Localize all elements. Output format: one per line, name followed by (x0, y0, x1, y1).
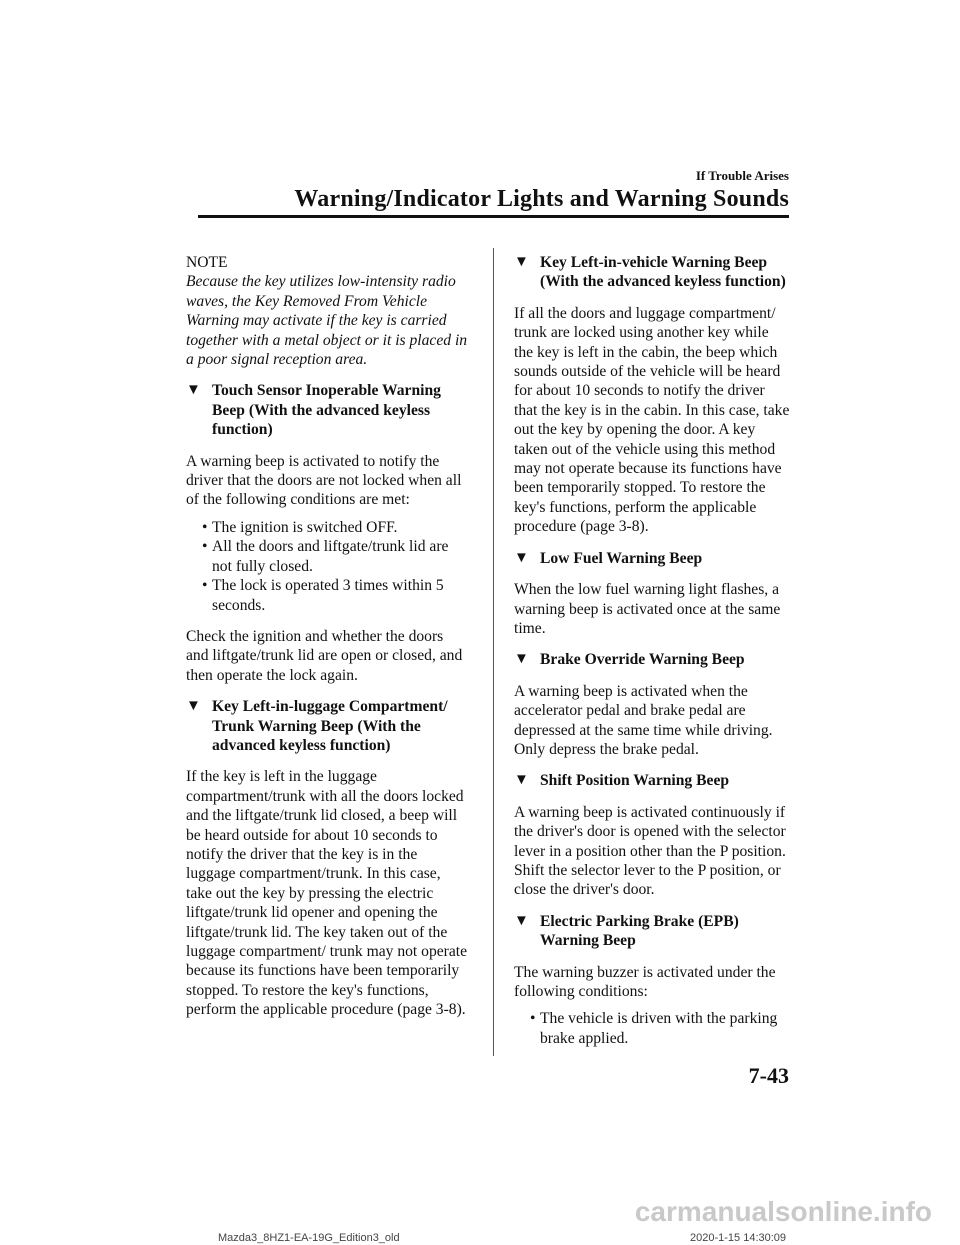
triangle-down-icon: ▼ (186, 698, 201, 715)
watermark: carmanualsonline.info (634, 1196, 932, 1227)
epb-conditions (514, 1009, 790, 1048)
section-label: If Trouble Arises (695, 168, 789, 183)
touch-sensor-heading: ▼ Touch Sensor Inoperable Warning Beep (With the advanced keyless function) (186, 382, 441, 439)
triangle-down-icon: ▼ (514, 772, 529, 789)
page-number: 7-43 (748, 1063, 789, 1088)
vehicle-text: If all the doors and luggage compartment/ trunk are locked using another key while the key is left in the cabin, the beep which sounds outside of the vehicle will be heard for about 10 seconds to notify the driver that the key is in the cabin. In this case, take out the key by opening the door. A key taken out of the vehicle using this method may not operate because its functions have been temporarily stopped. To restore the key's functions, perform the applicable procedure (page 3-8). (514, 304, 790, 536)
footer-timestamp: 2020-1-15 14:30:09 (690, 1232, 787, 1244)
triangle-down-icon: ▼ (514, 254, 529, 270)
bullet-icon: • (530, 1010, 536, 1028)
triangle-down-icon: ▼ (514, 651, 529, 668)
fuel-heading: ▼ Low Fuel Warning Beep (514, 549, 703, 567)
bullet-icon: • (202, 518, 208, 536)
bullet-icon: • (202, 538, 208, 556)
vehicle-heading: ▼ Key Left-in-vehicle Warning Beep (With the advanced keyless function) (514, 254, 786, 291)
note-text: Because the key utilizes low-intensity radio waves, the Key Removed From Vehicle Warning may activate if the key is carried together with a metal object or it is placed in a poor signal reception area. (186, 273, 468, 369)
shift-text: A warning beep is activated continuously if the driver's door is opened with the selector lever in a position other than the P position. Shift the selector lever to the P position, or close the driver's door. (514, 803, 786, 899)
luggage-heading: ▼ Key Left-in-luggage Compartment/ Trunk Warning Beep (With the advanced keyless function) (186, 698, 448, 754)
brake-text: A warning beep is activated when the accelerator pedal and brake pedal are depressed at the same time while driving. Only depress the brake pedal. (514, 682, 773, 758)
list-item: • The vehicle is driven with the parking brake applied. (530, 1010, 778, 1047)
bullet-icon: • (202, 577, 208, 595)
triangle-down-icon: ▼ (186, 382, 201, 399)
brake-heading: ▼ Brake Override Warning Beep (514, 651, 745, 669)
touch-sensor-conditions (186, 518, 468, 615)
note-label: NOTE (186, 254, 228, 271)
footer-doc-id: Mazda3_8HZ1-EA-19G_Edition3_old (218, 1232, 400, 1244)
page-title: Warning/Indicator Lights and Warning Sounds (294, 186, 789, 212)
touch-sensor-after: Check the ignition and whether the doors and liftgate/trunk lid are open or closed, and then operate the lock again. (186, 627, 463, 684)
touch-sensor-intro: A warning beep is activated to notify the driver that the doors are not locked when all of the following conditions are met: (186, 452, 462, 509)
epb-heading: ▼ Electric Parking Brake (EPB) Warning Beep (514, 912, 739, 950)
fuel-text: When the low fuel warning light flashes, a warning beep is activated once at the same time. (514, 581, 781, 637)
list-item: • The ignition is switched OFF. (202, 518, 398, 536)
right-column (514, 253, 790, 1060)
triangle-down-icon: ▼ (514, 549, 529, 566)
epb-text: The warning buzzer is activated under the following conditions: (514, 963, 776, 1000)
list-item: • The lock is operated 3 times within 5 seconds. (202, 577, 444, 614)
list-item: • All the doors and liftgate/trunk lid are not fully closed. (202, 538, 449, 575)
note-block (186, 253, 468, 369)
luggage-text: If the key is left in the luggage compartment/trunk with all the doors locked and the liftgate/trunk lid closed, a beep will be heard outside for about 10 seconds to notify the driver that the key is in the luggage compartment/trunk. In this case, take out the key by pressing the electric liftgate/trunk lid opener and opening the liftgate/trunk lid. The key taken out of the luggage compartment/ trunk may not operate because its functions have been temporarily stopped. To restore the key's functions, perform the applicable procedure (page 3-8). (186, 768, 468, 1019)
column-divider (493, 248, 494, 1056)
left-column (186, 253, 468, 1032)
triangle-down-icon: ▼ (514, 912, 529, 929)
header-divider (198, 215, 789, 218)
shift-heading: ▼ Shift Position Warning Beep (514, 772, 730, 790)
